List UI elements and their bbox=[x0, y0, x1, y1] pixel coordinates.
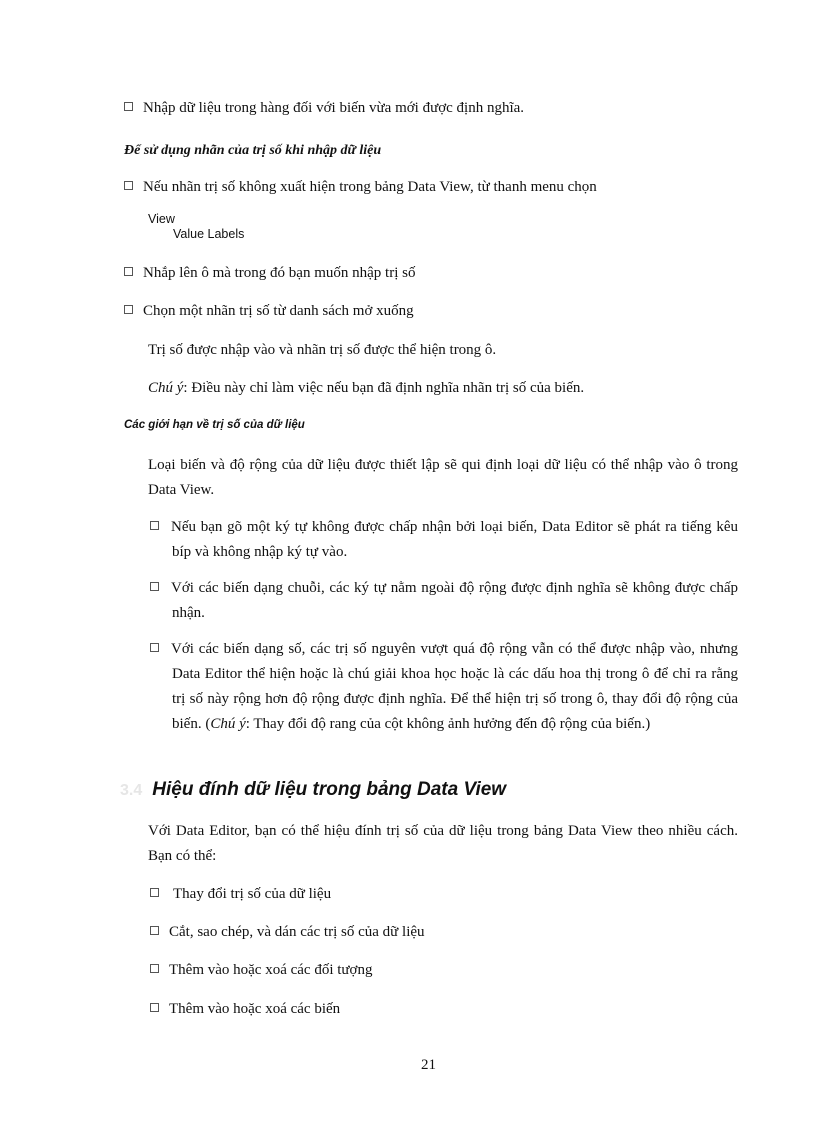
paragraph: Loại biến và độ rộng của dữ liệu được thiết lập sẽ qui định loại dữ liệu có thể nhập vào ô trong Data View. bbox=[148, 457, 738, 498]
checkbox-bullet-icon bbox=[124, 305, 133, 314]
section-number: 3.4 bbox=[120, 782, 143, 799]
list-item bbox=[150, 997, 340, 1022]
list-item-text: : Thay đổi độ rang của cột không ảnh hưởng đến độ rộng của biến.) bbox=[245, 716, 651, 732]
list-item-text: Thêm vào hoặc xoá các biến bbox=[169, 1001, 341, 1017]
list-item-text: Với các biến dạng chuỗi, các ký tự nằm ngoài độ rộng được định nghĩa sẽ không được chấp nhận. bbox=[171, 580, 738, 621]
list-item bbox=[124, 175, 597, 200]
list-item-text: Nhập dữ liệu trong hàng đối với biến vừa mới được định nghĩa. bbox=[143, 100, 525, 116]
page-number: 21 bbox=[421, 1057, 436, 1073]
list-item-text: Với các biến dạng số, các trị số nguyên vượt quá độ rộng vẫn có thể được nhập vào, nhưng Data Editor thể hiện hoặc là chú giải khoa học hoặc là các dấu hoa thị trong ô để chỉ ra rằng trị số này rộng hơn độ rộng được định nghĩa. Để thể hiện trị số trong ô, thay đổi độ rộng của biến. ( bbox=[171, 641, 738, 732]
checkbox-bullet-icon bbox=[150, 888, 159, 897]
paragraph: Với Data Editor, bạn có thể hiệu đính trị số của dữ liệu trong bảng Data View theo nhiều cách. Bạn có thể: bbox=[148, 823, 738, 864]
list-item bbox=[124, 96, 524, 121]
checkbox-bullet-icon bbox=[150, 521, 159, 530]
list-item-text: Nếu bạn gõ một ký tự không được chấp nhận bởi loại biến, Data Editor sẽ phát ra tiếng kêu bíp và không nhập ký tự vào. bbox=[171, 519, 738, 560]
list-item bbox=[124, 261, 415, 286]
checkbox-bullet-icon bbox=[124, 267, 133, 276]
subheading-value-labels: Để sử dụng nhãn của trị số khi nhập dữ liệu bbox=[124, 143, 382, 158]
list-item bbox=[150, 515, 738, 565]
note-paragraph bbox=[148, 376, 584, 401]
paragraph: Trị số được nhập vào và nhãn trị số được thể hiện trong ô. bbox=[148, 342, 497, 358]
list-item bbox=[150, 958, 373, 983]
list-item-text: Cắt, sao chép, và dán các trị số của dữ liệu bbox=[169, 924, 425, 940]
list-item-text: Nếu nhãn trị số không xuất hiện trong bảng Data View, từ thanh menu chọn bbox=[143, 179, 597, 195]
checkbox-bullet-icon bbox=[124, 102, 133, 111]
note-text: : Điều này chỉ làm việc nếu bạn đã định nghĩa nhãn trị số của biến. bbox=[183, 380, 585, 396]
list-item bbox=[150, 882, 331, 907]
list-item-text: Chọn một nhãn trị số từ danh sách mở xuống bbox=[143, 303, 414, 319]
section-title: Hiệu đính dữ liệu trong bảng Data View bbox=[152, 779, 507, 800]
list-item-text: Thêm vào hoặc xoá các đối tượng bbox=[169, 962, 373, 978]
list-item bbox=[150, 920, 425, 945]
note-label: Chú ý bbox=[148, 380, 184, 396]
list-item-text: Nhắp lên ô mà trong đó bạn muốn nhập trị số bbox=[143, 265, 416, 281]
checkbox-bullet-icon bbox=[150, 926, 159, 935]
list-item bbox=[150, 576, 738, 626]
checkbox-bullet-icon bbox=[124, 181, 133, 190]
list-item bbox=[150, 637, 738, 737]
menu-path-view: View bbox=[148, 212, 175, 226]
checkbox-bullet-icon bbox=[150, 964, 159, 973]
note-label: Chú ý bbox=[210, 716, 246, 732]
checkbox-bullet-icon bbox=[150, 1003, 159, 1012]
checkbox-bullet-icon bbox=[150, 582, 159, 591]
list-item bbox=[124, 299, 414, 324]
list-item-text: Thay đổi trị số của dữ liệu bbox=[173, 886, 332, 902]
subheading-limits: Các giới hạn về trị số của dữ liệu bbox=[124, 419, 305, 431]
section-heading bbox=[120, 779, 506, 801]
checkbox-bullet-icon bbox=[150, 643, 159, 652]
menu-path-value-labels: Value Labels bbox=[173, 227, 245, 241]
